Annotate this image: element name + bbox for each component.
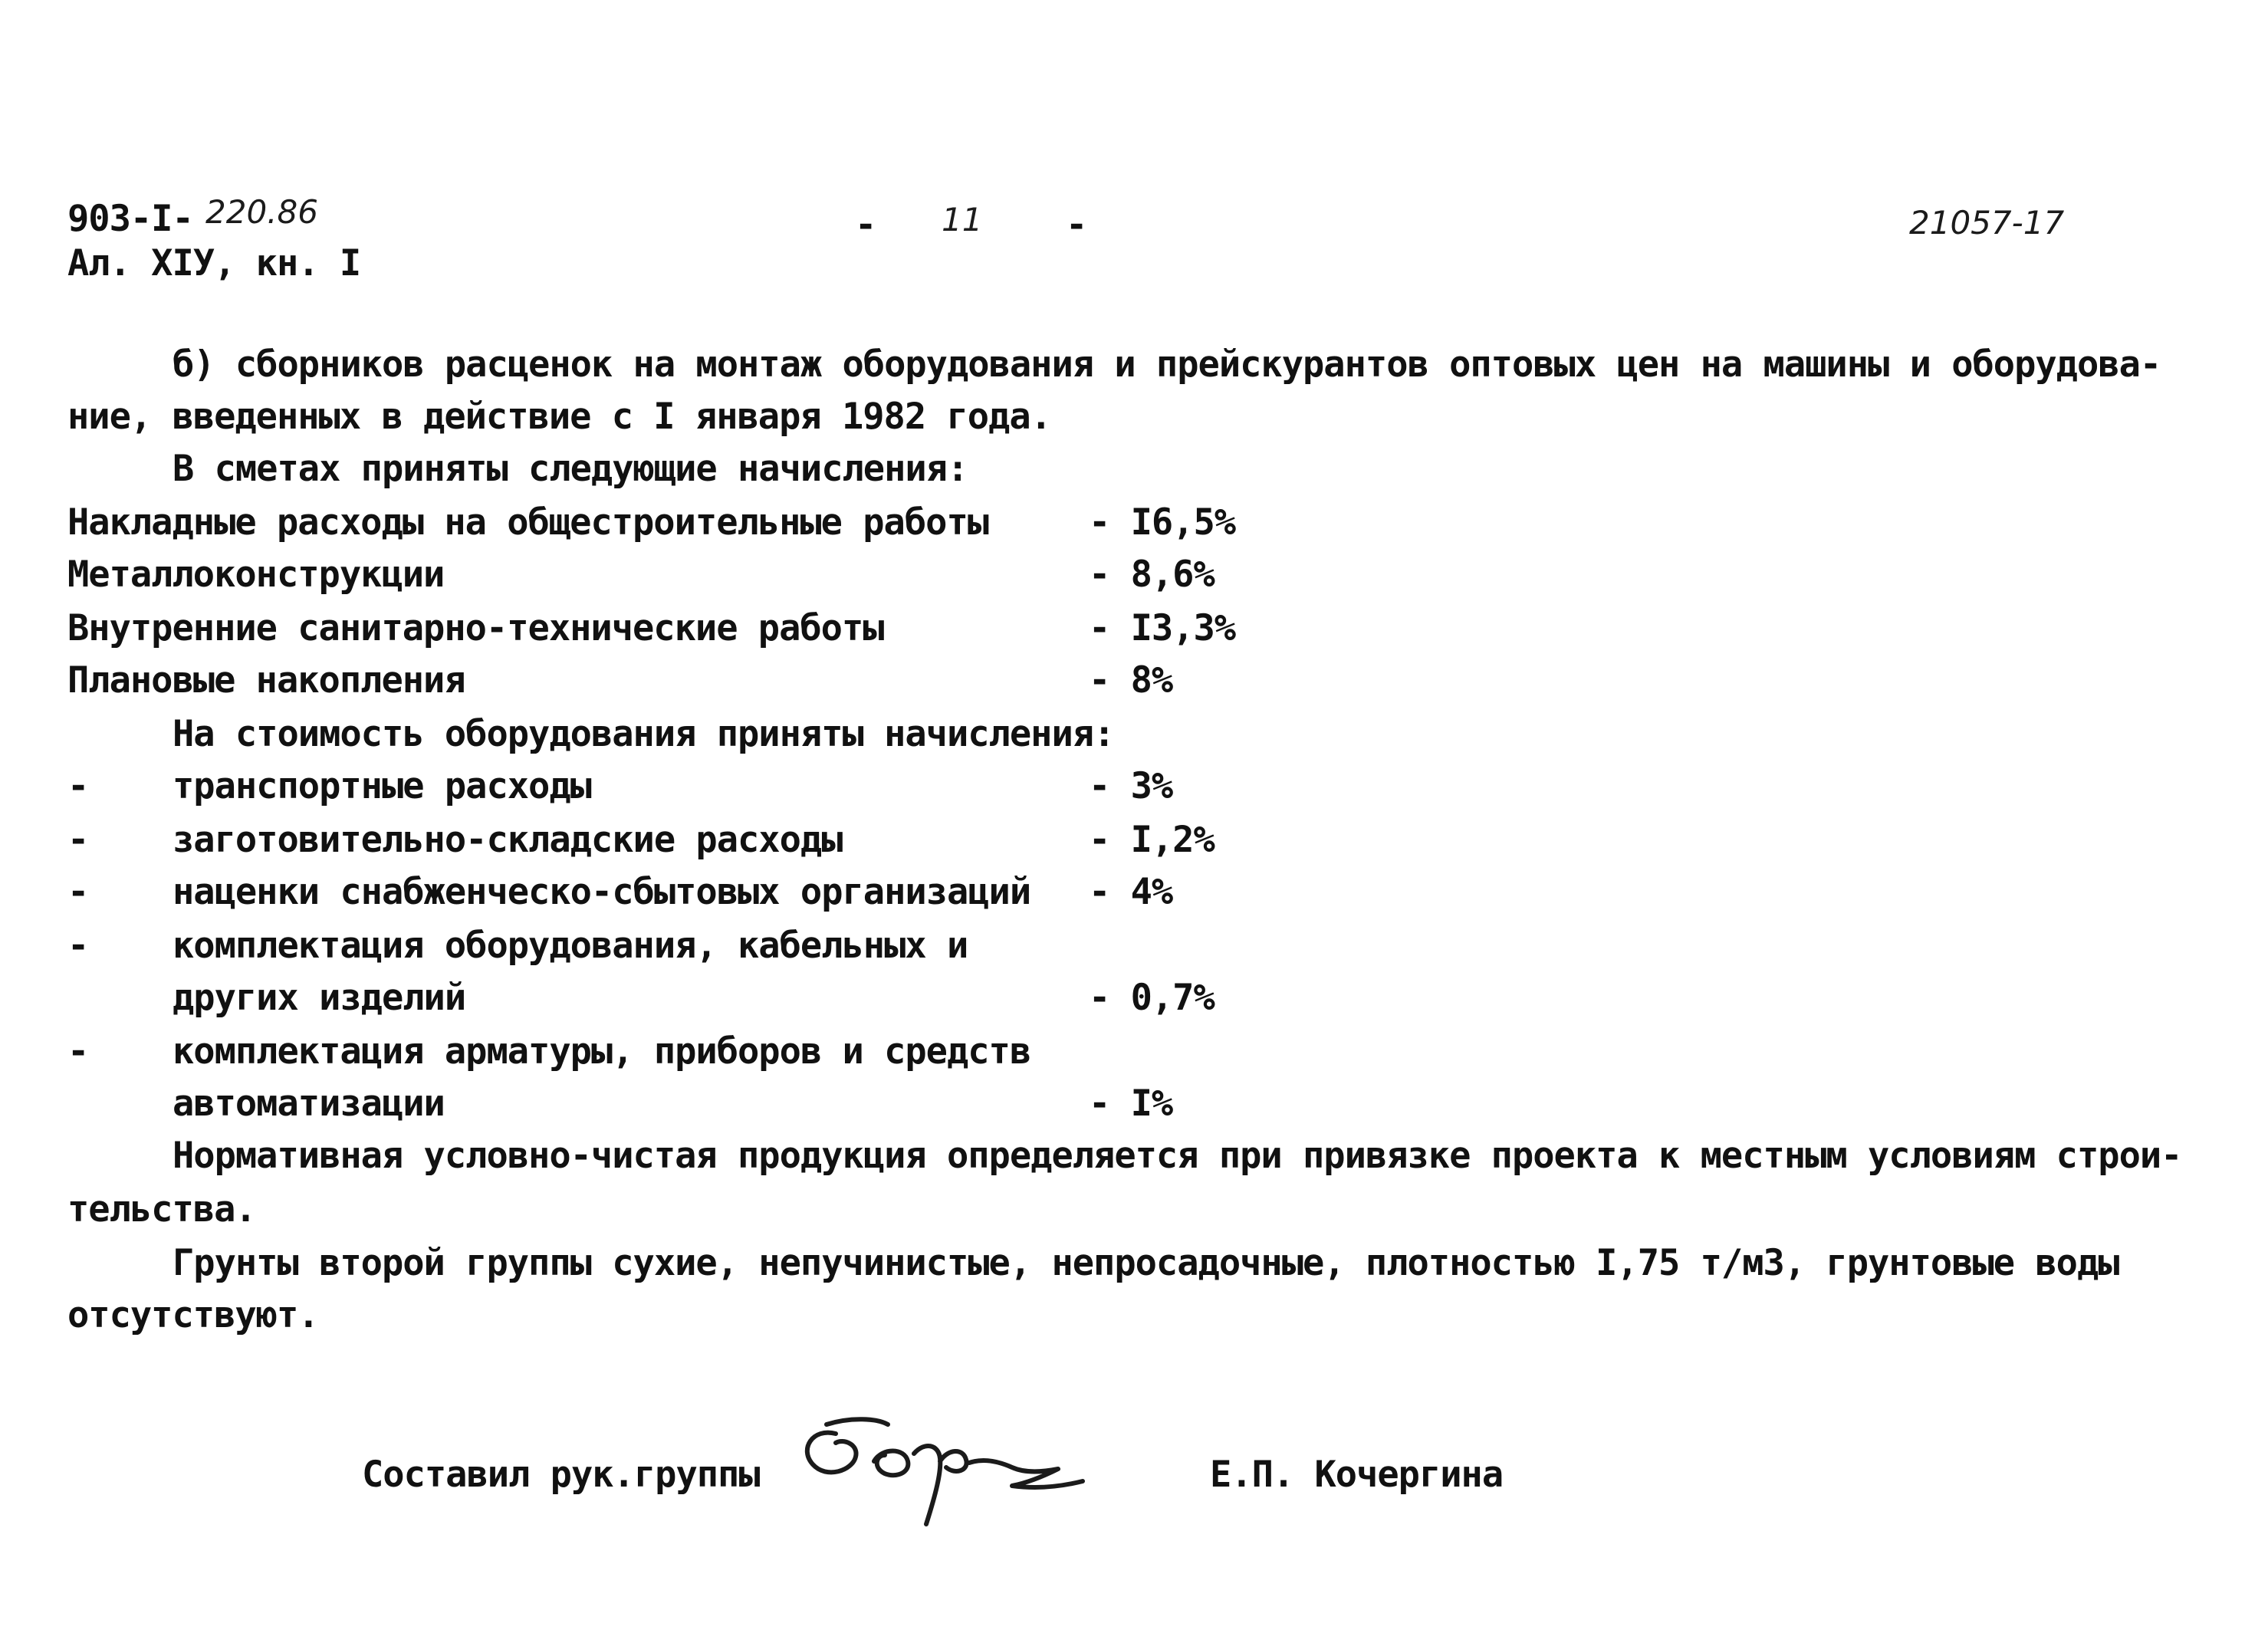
list-item-bullet: - <box>67 925 89 967</box>
author-name: Е.П. Кочергина <box>1210 1454 1504 1496</box>
accrual-value-planned: - 8% <box>1089 659 1173 702</box>
equipment-item-automation-line1: комплектация арматуры, приборов и средств <box>173 1030 1031 1073</box>
album-line: Ал. ХIУ, кн. I <box>67 242 361 284</box>
equipment-item-transport: транспортные расходы <box>173 765 591 807</box>
handwritten-signature-icon <box>782 1388 1119 1541</box>
page-dash-left: - <box>855 204 876 246</box>
soil-line1: Грунты второй группы сухие, непучинистые, непросадочные, плотностью I,75 т/м3, грунтовые воды <box>173 1242 2119 1284</box>
accrual-value-overhead: - I6,5% <box>1089 501 1236 544</box>
accrual-label-sanitary: Внутренние санитарно-технические работы <box>67 607 884 649</box>
list-item-bullet: - <box>67 765 89 807</box>
equipment-value-cable: - 0,7% <box>1089 977 1215 1019</box>
page-dash-right: - <box>1066 204 1087 246</box>
normative-line1: Нормативная условно-чистая продукция определяется при привязке проекта к местным условиям строи- <box>173 1135 2182 1177</box>
soil-line2: отсутствуют. <box>67 1294 319 1336</box>
page-number: 11 <box>942 201 983 238</box>
equipment-value-warehouse: - I,2% <box>1089 819 1215 861</box>
para-b-line2: ние, введенных в действие с I января 1982 года. <box>67 396 1051 438</box>
equipment-value-automation: - I% <box>1089 1083 1173 1125</box>
equipment-item-cable-line2: других изделий <box>173 977 466 1019</box>
normative-line2: тельства. <box>67 1188 256 1230</box>
para-b-line1: б) сборников расценок на монтаж оборудования и прейскурантов оптовых цен на машины и оборудова- <box>173 343 2161 386</box>
compiled-by-label: Составил рук.группы <box>362 1454 760 1496</box>
list-item-bullet: - <box>67 819 89 861</box>
accrual-value-metal: - 8,6% <box>1089 554 1215 596</box>
equipment-value-transport: - 3% <box>1089 765 1173 807</box>
equipment-intro: На стоимость оборудования приняты начисления: <box>173 713 1115 755</box>
equipment-value-markup: - 4% <box>1089 871 1173 913</box>
doc-number-handwritten: 220.86 <box>205 193 318 231</box>
accrual-label-overhead: Накладные расходы на общестроительные работы <box>67 501 989 544</box>
equipment-item-markup: наценки снабженческо-сбытовых организаций <box>173 871 1031 913</box>
accrual-label-metal: Металлоконструкции <box>67 554 445 596</box>
equipment-item-warehouse: заготовительно-складские расходы <box>173 819 843 861</box>
equipment-item-automation-line2: автоматизации <box>173 1083 445 1125</box>
accrual-value-sanitary: - I3,3% <box>1089 607 1236 649</box>
estimates-intro: В сметах приняты следующие начисления: <box>173 448 968 490</box>
inventory-number: 21057-17 <box>1909 204 2065 242</box>
equipment-item-cable-line1: комплектация оборудования, кабельных и <box>173 925 968 967</box>
accrual-label-planned: Плановые накопления <box>67 659 465 702</box>
doc-number-printed: 903-I- <box>67 198 193 240</box>
list-item-bullet: - <box>67 1030 89 1073</box>
list-item-bullet: - <box>67 871 89 913</box>
